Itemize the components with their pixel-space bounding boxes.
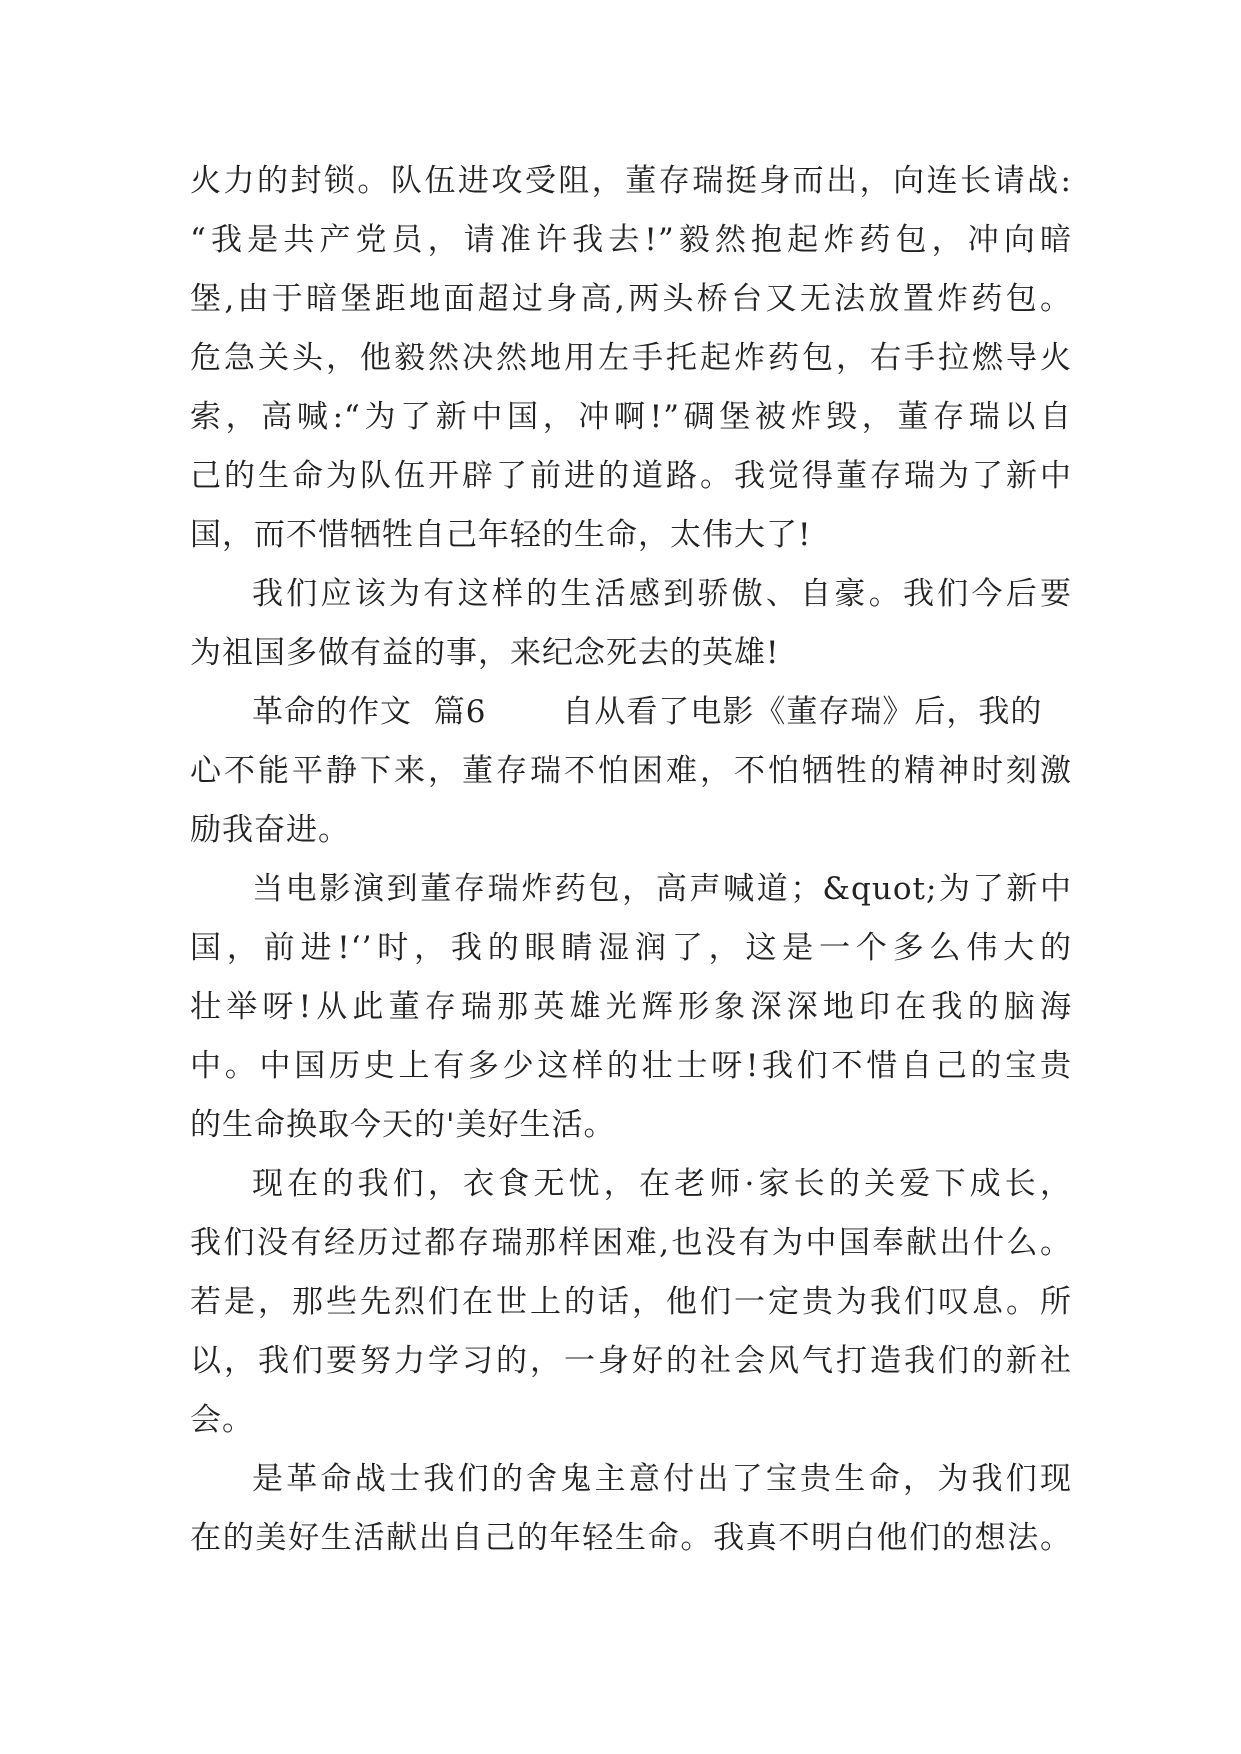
text-line: 中。中国历史上有多少这样的壮士呀!我们不惜自己的宝贵	[190, 1048, 1072, 1084]
text-line: “我是共产党员，请准许我去!”毅然抱起炸药包，冲向暗	[190, 222, 1072, 258]
paragraph	[190, 1450, 1072, 1568]
text-line: 的生命换取今天的'美好生活。	[190, 1107, 616, 1143]
text-line: 己的生命为队伍开辟了前进的道路。我觉得董存瑞为了新中	[190, 458, 1072, 494]
text-line: 是革命战士我们的舍鬼主意付出了宝贵生命，为我们现	[252, 1461, 1072, 1497]
paragraph	[190, 683, 1072, 860]
text-line: 在的美好生活献出自己的年轻生命。我真不明白他们的想法。	[190, 1520, 1072, 1556]
paragraph	[190, 565, 1072, 683]
text-line: 国，前进!‘’时，我的眼睛湿润了，这是一个多么伟大的	[190, 930, 1072, 966]
text-line: 革命的作文 篇6 自从看了电影《董存瑞》后，我的	[252, 694, 1043, 730]
text-line: 会。	[190, 1402, 254, 1438]
text-line: 当电影演到董存瑞炸药包，高声喊道；&quot;为了新中	[252, 871, 1072, 907]
text-line: 壮举呀!从此董存瑞那英雄光辉形象深深地印在我的脑海	[190, 989, 1072, 1025]
text-line: 火力的封锁。队伍进攻受阻，董存瑞挺身而出，向连长请战:	[190, 163, 1072, 199]
text-line: 以，我们要努力学习的，一身好的社会风气打造我们的新社	[190, 1343, 1072, 1379]
text-line: 心不能平静下来，董存瑞不怕困难，不怕牺牲的精神时刻激	[190, 753, 1072, 789]
text-line: 励我奋进。	[190, 812, 350, 848]
text-line: 若是，那些先烈们在世上的话，他们一定贵为我们叹息。所	[190, 1284, 1072, 1320]
text-line: 我们应该为有这样的生活感到骄傲、自豪。我们今后要	[252, 576, 1072, 612]
text-line: 堡,由于暗堡距地面超过身高,两头桥台又无法放置炸药包。	[190, 281, 1072, 317]
text-line: 为祖国多做有益的事，来纪念死去的英雄!	[190, 635, 780, 671]
text-line: 索，高喊:“为了新中国，冲啊!”碉堡被炸毁，董存瑞以自	[190, 399, 1072, 435]
paragraph	[190, 1155, 1072, 1450]
text-line: 危急关头，他毅然决然地用左手托起炸药包，右手拉燃导火	[190, 340, 1072, 376]
text-line: 现在的我们，衣食无忧，在老师·家长的关爱下成长，	[252, 1166, 1072, 1202]
text-line: 国，而不惜牺牲自己年轻的生命，太伟大了!	[190, 517, 812, 553]
paragraph	[190, 152, 1072, 565]
text-line: 我们没有经历过都存瑞那样困难,也没有为中国奉献出什么。	[190, 1225, 1072, 1261]
document-body	[190, 152, 1072, 1568]
paragraph	[190, 860, 1072, 1155]
